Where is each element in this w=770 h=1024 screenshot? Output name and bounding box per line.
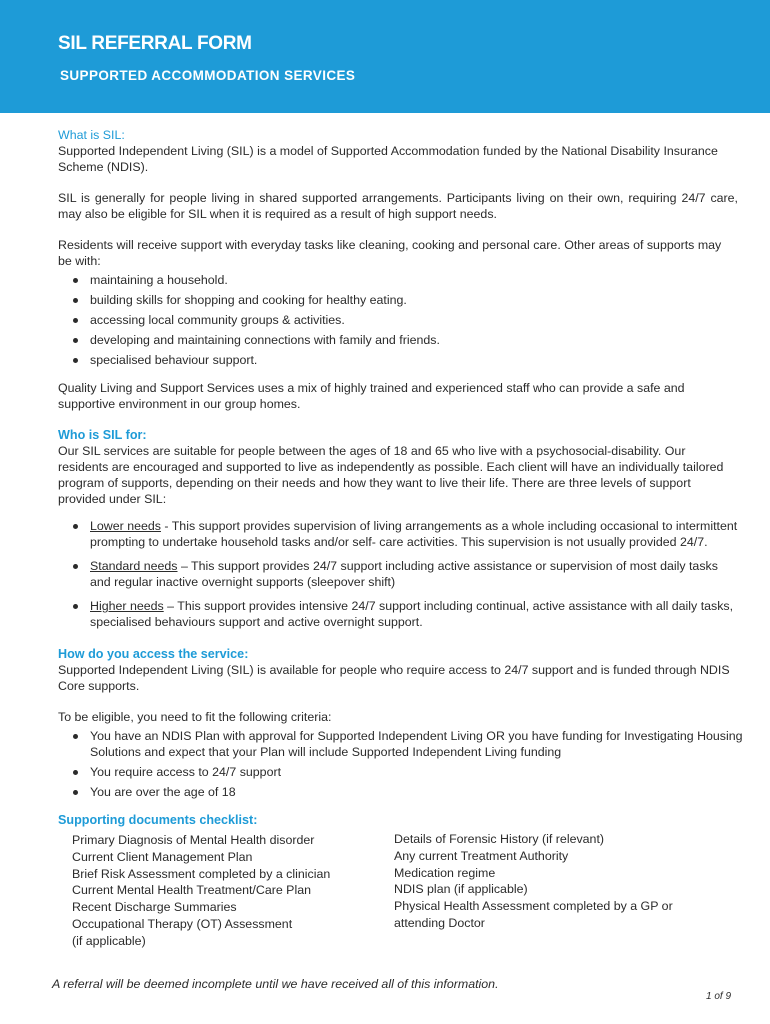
- section-heading-checklist: Supporting documents checklist:: [58, 813, 258, 827]
- checklist-item: Current Client Management Plan: [72, 849, 253, 864]
- section-heading-access: How do you access the service:: [58, 647, 249, 661]
- header-banner: [0, 0, 770, 113]
- support-levels-list: [58, 518, 738, 630]
- incomplete-referral-note: A referral will be deemed incomplete until we have received all of this information.: [52, 977, 499, 991]
- checklist-item: Details of Forensic History (if relevant): [394, 832, 605, 846]
- checklist-item: Brief Risk Assessment completed by a clinician: [72, 866, 331, 881]
- form-subtitle: SUPPORTED ACCOMMODATION SERVICES: [60, 68, 356, 83]
- level-name: Standard needs: [90, 559, 178, 573]
- checklist-columns: [58, 832, 738, 950]
- list-item: specialised behaviour support.: [90, 352, 738, 368]
- list-item: accessing local community groups & activities.: [90, 312, 738, 328]
- who-is-para-1: Our SIL services are suitable for people between the ages of 18 and 65 who live with a psychosocial-disability. Our residents are encouraged and supported to live as independently as possible. Each client will have an individually tailored program of supports, depending on their needs and how they want to live their life. There are three levels of support provided under SIL:: [58, 444, 724, 506]
- what-is-para-4: Quality Living and Support Services uses a mix of highly trained and experienced staff who can provide a safe and supportive environment in our group homes.: [58, 381, 685, 411]
- level-name: Higher needs: [90, 599, 164, 613]
- form-title: SIL REFERRAL FORM: [58, 33, 252, 54]
- what-is-para-1: Supported Independent Living (SIL) is a model of Supported Accommodation funded by the National Disability Insurance Scheme (NDIS).: [58, 144, 718, 174]
- access-para-1: Supported Independent Living (SIL) is available for people who require access to 24/7 support and is funded through NDIS Core supports.: [58, 663, 730, 693]
- page-number: 1 of 9: [706, 991, 732, 1002]
- checklist-item: Occupational Therapy (OT) Assessment: [72, 916, 293, 931]
- checklist-item: Primary Diagnosis of Mental Health disorder: [72, 833, 315, 847]
- eligibility-list: [58, 728, 770, 800]
- level-text: – This support provides 24/7 support including active assistance or supervision of most daily tasks and regular inactive overnight supports (sleepover shift): [90, 559, 718, 589]
- list-item: You have an NDIS Plan with approval for Supported Independent Living OR you have funding for Investigating Housing Solutions and expect that your Plan will include Supported Independent Living funding: [90, 728, 770, 760]
- list-item: building skills for shopping and cooking for healthy eating.: [90, 292, 738, 308]
- list-item: [90, 518, 738, 550]
- level-text: – This support provides intensive 24/7 support including continual, active assistance with all daily tasks, specialised behaviours support and active overnight support.: [90, 599, 734, 629]
- checklist-item: Current Mental Health Treatment/Care Plan: [72, 883, 311, 898]
- what-is-para-3: Residents will receive support with everyday tasks like cleaning, cooking and personal care. Other areas of supports may be with:: [58, 238, 722, 268]
- list-item: developing and maintaining connections with family and friends.: [90, 332, 738, 348]
- checklist-item: Any current Treatment Authority: [394, 848, 569, 863]
- checklist-item: Medication regime: [394, 865, 496, 880]
- list-item: maintaining a household.: [90, 272, 738, 288]
- list-item: You require access to 24/7 support: [90, 764, 770, 780]
- section-heading-who-is-sil-for: Who is SIL for:: [58, 428, 147, 442]
- level-name: Lower needs: [90, 519, 161, 533]
- what-is-para-2: SIL is generally for people living in shared supported arrangements. Participants living on their own, requiring 24/7 care, may also be eligible for SIL when it is required as a result of high support needs.: [58, 191, 738, 221]
- checklist-item: attending Doctor: [394, 915, 485, 930]
- checklist-item: Physical Health Assessment completed by a GP or: [394, 899, 673, 914]
- support-areas-list: [58, 272, 738, 368]
- list-item: [90, 558, 738, 590]
- checklist-item: (if applicable): [72, 933, 146, 948]
- list-item: You are over the age of 18: [90, 784, 770, 800]
- checklist-left-column: [58, 832, 394, 950]
- checklist-right-column: [394, 831, 724, 950]
- checklist-item: Recent Discharge Summaries: [72, 900, 237, 915]
- list-item: [90, 598, 738, 630]
- access-para-2: To be eligible, you need to fit the following criteria:: [58, 710, 332, 724]
- level-text: - This support provides supervision of living arrangements as a whole including occasional to intermittent prompting to undertake household tasks and/or self- care activities. This supervision is not usually provided 24/7.: [90, 519, 738, 549]
- document-body: [58, 127, 743, 950]
- section-heading-what-is-sil: What is SIL:: [58, 128, 125, 142]
- checklist-item: NDIS plan (if applicable): [394, 882, 528, 897]
